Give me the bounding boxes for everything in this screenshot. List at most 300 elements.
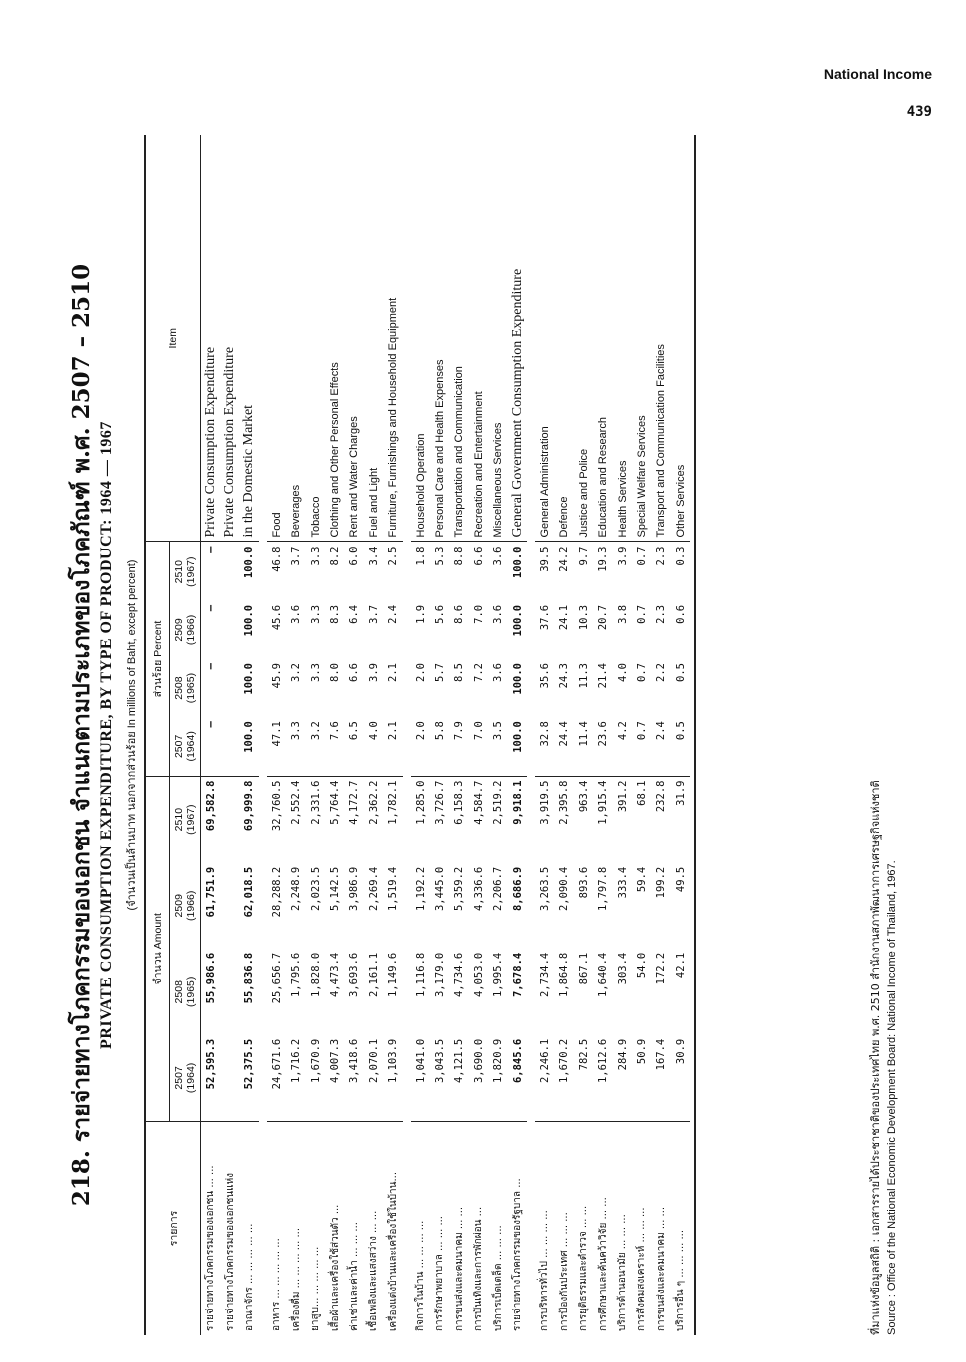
percent-cell: 8.8	[450, 542, 469, 601]
row-label-thai: เชื้อเพลิงและแสงสว่าง ... ...	[364, 1122, 383, 1336]
percent-cell: 21.4	[597, 663, 610, 689]
row-label-thai: การบริหารทั่วไป ... ... ... ...	[535, 1122, 554, 1336]
table-row	[450, 135, 469, 1335]
percent-cell: 100.0	[508, 542, 527, 601]
amount-cell	[220, 863, 239, 949]
percent-cell: 4.0	[367, 721, 380, 741]
amount-cell: 2,269.4	[367, 866, 380, 912]
col-group-amount: จำนวน Amount	[145, 776, 170, 1121]
row-label-thai: บริการด้านอนามัย ... ... ...	[613, 1122, 632, 1336]
percent-cell: 2.4	[387, 604, 400, 624]
amount-cell: 1,795.6	[290, 952, 303, 998]
amount-cell: 52,375.5	[243, 1038, 256, 1090]
amount-cell: 1,864.8	[558, 952, 571, 998]
percent-cell: 4.2	[616, 721, 629, 741]
percent-cell: 1.9	[414, 604, 427, 624]
percent-cell: 20.7	[597, 604, 610, 631]
amount-cell: 303.4	[616, 952, 629, 985]
percent-cell: 24.1	[558, 604, 571, 631]
percent-year-header	[170, 542, 201, 601]
amount-cell: 3,726.7	[430, 776, 449, 863]
table-row	[384, 135, 403, 1335]
row-spacer	[403, 135, 411, 1335]
percent-cell: 37.6	[538, 604, 551, 631]
amount-cell: 5,359.2	[453, 866, 466, 912]
amount-cell: 1,995.4	[492, 952, 505, 998]
amount-cell: 4,336.6	[472, 866, 485, 912]
percent-cell: 100.0	[511, 663, 524, 695]
row-label-english: General Administration	[538, 426, 551, 538]
percent-cell: 2.0	[414, 721, 427, 741]
table-row	[574, 135, 593, 1335]
amount-cell: 5,142.5	[329, 866, 342, 912]
percent-cell: 100.0	[243, 721, 256, 753]
amount-cell: 49.5	[674, 866, 687, 893]
table-row	[508, 135, 527, 1335]
amount-cell: 2,206.7	[492, 866, 505, 912]
row-label-thai: การศึกษาและค้นคว้าวิจัย ... ...	[593, 1122, 612, 1336]
amount-year-header	[170, 1035, 201, 1122]
data-table	[144, 135, 696, 1335]
row-label-english: Private Consumption Expenditure	[222, 346, 238, 538]
percent-cell: 2.1	[387, 721, 400, 741]
amount-cell: 167.4	[655, 1038, 668, 1071]
year-be: 2510	[173, 560, 185, 584]
amount-cell: 6,158.3	[450, 776, 469, 863]
percent-cell: 100.0	[511, 604, 524, 637]
amount-cell: 4,053.0	[472, 952, 485, 998]
percent-cell: 8.0	[329, 663, 342, 682]
percent-cell: 9.7	[574, 542, 593, 601]
page-header	[824, 66, 932, 120]
row-label-english: Personal Care and Health Expenses	[433, 359, 446, 538]
amount-cell: 55,986.6	[204, 952, 217, 1004]
year-be: 2508	[173, 676, 185, 700]
percent-cell: 3.9	[367, 663, 380, 682]
row-label-thai: กิจการในบ้าน ... ... ... ...	[411, 1122, 430, 1336]
percent-cell	[220, 542, 239, 601]
row-label-thai: การป้องกันประเทศ ... ... ...	[555, 1122, 574, 1336]
percent-cell: 3.5	[492, 721, 505, 741]
year-be: 2510	[173, 807, 185, 832]
percent-cell: 4.0	[616, 663, 629, 682]
amount-cell: 4,473.4	[329, 952, 342, 998]
amount-cell: 893.6	[577, 866, 590, 899]
percent-cell: 7.2	[472, 663, 485, 682]
amount-cell: 333.4	[616, 866, 629, 899]
unit-note: (จำนวนเป็นล้านบาท นอกจากส่วนร้อย In millions of Baht, except percent)	[126, 559, 138, 911]
percent-cell: 23.6	[597, 721, 610, 747]
percent-cell: 39.5	[535, 542, 554, 601]
row-label-english: Transport and Communication Facilities	[655, 344, 668, 538]
row-label-english: Transportation and Communication	[453, 366, 466, 538]
percent-cell: 19.3	[593, 542, 612, 601]
title-thai: 218. รายจ่ายทางโภคกรรมของเอกชน จำแนกตามประเภทของโภคภัณฑ์ พ.ศ. 2507 – 2510	[68, 263, 95, 1207]
amount-cell: 1,820.9	[492, 1038, 505, 1084]
percent-cell: 46.8	[267, 542, 286, 601]
amount-cell: 199.2	[655, 866, 668, 899]
amount-cell: 2,023.5	[309, 866, 322, 912]
amount-cell: 32,760.5	[267, 776, 286, 863]
percent-cell: 3.2	[290, 663, 303, 682]
percent-cell: 100.0	[243, 604, 256, 637]
year-ad: (1965)	[185, 976, 197, 1007]
amount-cell: 1,915.4	[593, 776, 612, 863]
amount-cell: 782.5	[577, 1038, 590, 1071]
percent-cell: 3.6	[290, 604, 303, 624]
table-row	[201, 135, 221, 1335]
percent-cell: 0.7	[635, 663, 648, 682]
year-ad: (1966)	[185, 614, 197, 646]
year-ad: (1966)	[185, 890, 197, 921]
col-header-item: Item	[145, 135, 201, 542]
percent-cell: 45.9	[270, 663, 283, 689]
percent-cell: —	[204, 721, 217, 728]
table-row	[535, 135, 554, 1335]
amount-cell: 2,248.9	[290, 866, 303, 912]
percent-cell: 8.6	[453, 604, 466, 624]
percent-cell: 6.6	[348, 663, 361, 682]
amount-cell: 28,288.2	[270, 866, 283, 918]
percent-cell: 3.7	[287, 542, 306, 601]
amount-cell: 1,285.0	[411, 776, 430, 863]
amount-cell: 172.2	[655, 952, 668, 985]
table-row	[364, 135, 383, 1335]
year-be: 2507	[173, 734, 185, 759]
row-label-thai: เสื้อผ้าและเครื่องใช้ส่วนตัว ...	[325, 1122, 344, 1336]
amount-cell: 1,612.6	[597, 1038, 610, 1084]
amount-cell: 30.9	[674, 1038, 687, 1065]
percent-cell: 8.2	[325, 542, 344, 601]
percent-cell: 6.6	[469, 542, 488, 601]
percent-cell: 3.3	[309, 663, 322, 682]
amount-cell: 1,670.2	[558, 1038, 571, 1084]
percent-cell: 6.0	[345, 542, 364, 601]
year-be: 2507	[173, 1066, 185, 1090]
amount-cell: 3,693.6	[348, 952, 361, 998]
amount-cell: 55,836.8	[243, 952, 256, 1004]
row-label-english: Fuel and Light	[367, 467, 380, 538]
row-label-thai: การรักษาพยาบาล ... ... ...	[430, 1122, 449, 1336]
year-be: 2508	[173, 980, 185, 1004]
amount-year-header	[170, 863, 201, 949]
table-row	[613, 135, 632, 1335]
amount-cell: 2,734.4	[538, 952, 551, 998]
year-ad: (1964)	[185, 731, 197, 762]
row-label-thai: การขนส่งและคมนาคม ... ...	[450, 1122, 469, 1336]
row-label-english: Health Services	[616, 460, 629, 538]
amount-cell: 1,192.2	[414, 866, 427, 912]
percent-cell: 2.3	[655, 604, 668, 624]
table-row	[306, 135, 325, 1335]
row-label-english: in the Domestic Market	[241, 404, 257, 538]
percent-cell: 3.4	[364, 542, 383, 601]
percent-cell	[220, 717, 239, 776]
row-label-thai: การขนส่งและคมนาคม ... ...	[652, 1122, 671, 1336]
amount-cell: 3,043.5	[433, 1038, 446, 1084]
row-label-thai: ค่าเช่าและค่าน้ำ ... ... ...	[345, 1122, 364, 1336]
row-label-english: Defence	[558, 496, 571, 538]
row-label-english: Beverages	[290, 484, 303, 538]
row-label-english: Special Welfare Services	[635, 415, 648, 538]
row-label-thai: อาหาร ... ... ... ... ...	[267, 1122, 286, 1336]
table-row	[220, 135, 239, 1335]
amount-cell: 2,246.1	[538, 1038, 551, 1084]
amount-cell: 3,690.0	[472, 1038, 485, 1084]
amount-cell: 1,103.9	[387, 1038, 400, 1084]
table-row	[593, 135, 612, 1335]
row-label-thai: รายจ่ายทางโภคกรรมของรัฐบาล ...	[508, 1122, 527, 1336]
amount-cell: 391.2	[613, 776, 632, 863]
amount-cell: 1,640.4	[597, 952, 610, 998]
percent-cell: 2.5	[384, 542, 403, 601]
table-row	[652, 135, 671, 1335]
amount-cell: 68.1	[632, 776, 651, 863]
amount-cell	[220, 1035, 239, 1122]
amount-cell: 4,172.7	[345, 776, 364, 863]
percent-cell: 2.3	[652, 542, 671, 601]
title-english: PRIVATE CONSUMPTION EXPENDITURE, BY TYPE OF PRODUCT: 1964 — 1967	[98, 421, 115, 1049]
row-label-thai: เครื่องแต่งบ้านและเครื่องใช้ในบ้าน...	[384, 1122, 403, 1336]
table-row	[345, 135, 364, 1335]
row-label-english: Private Consumption Expenditure	[202, 346, 218, 538]
row-label-english: Tobacco	[309, 496, 322, 538]
percent-cell: 10.3	[577, 604, 590, 631]
row-label-thai: ยาสูบ... ... ... ... ...	[306, 1122, 325, 1336]
amount-cell: 7,678.4	[511, 952, 524, 998]
year-ad: (1967)	[185, 804, 197, 835]
row-label-thai: การบันเทิงและการพักผ่อน ...	[469, 1122, 488, 1336]
col-group-percent: ส่วนร้อย Percent	[145, 542, 170, 776]
row-label-thai: รายจ่ายทางโภคกรรมของเอกชน ... ...	[201, 1122, 221, 1336]
row-label-english: Miscellaneous Services	[492, 422, 505, 538]
table-row	[267, 135, 286, 1335]
table-row	[671, 135, 690, 1335]
year-ad: (1967)	[185, 556, 197, 587]
amount-cell: 2,090.4	[558, 866, 571, 912]
percent-cell: 5.3	[430, 542, 449, 601]
amount-cell: 1,149.6	[387, 952, 400, 998]
amount-cell: 4,734.6	[453, 952, 466, 998]
amount-cell: 31.9	[671, 776, 690, 863]
percent-cell: 47.1	[270, 721, 283, 747]
percent-cell: 24.2	[555, 542, 574, 601]
year-ad: (1965)	[185, 672, 197, 704]
row-label-thai: เครื่องดื่ม ... ... ... ... ...	[287, 1122, 306, 1336]
amount-cell: 2,519.2	[488, 776, 507, 863]
amount-cell: 5,764.4	[325, 776, 344, 863]
row-label-thai: การสังคมสงเคราะห์ ... ... ...	[632, 1122, 651, 1336]
percent-cell: 2.4	[655, 721, 668, 741]
page-number: 439	[906, 104, 932, 120]
amount-cell: 963.4	[574, 776, 593, 863]
row-label-english: General Government Consumption Expenditure	[509, 268, 525, 538]
amount-cell: 54.0	[635, 952, 648, 979]
percent-cell: 7.9	[453, 721, 466, 741]
row-label-english: Other Services	[674, 464, 687, 538]
row-label-english: Household Operation	[414, 433, 427, 538]
amount-cell: 1,782.1	[384, 776, 403, 863]
percent-cell: 11.4	[577, 721, 590, 747]
percent-cell: 5.6	[433, 604, 446, 624]
row-label-english: Clothing and Other Personal Effects	[329, 362, 342, 538]
row-label-thai: บริการเบ็ดเตล็ด ... ... ...	[488, 1122, 507, 1336]
row-label-thai: การยุติธรรมและตำรวจ ... ...	[574, 1122, 593, 1336]
table-row	[430, 135, 449, 1335]
percent-cell: 3.6	[492, 604, 505, 624]
percent-cell: 3.2	[309, 721, 322, 741]
amount-cell: 69,582.8	[201, 776, 221, 863]
amount-cell: 2,161.1	[367, 952, 380, 998]
percent-cell: 7.0	[472, 721, 485, 741]
amount-cell: 1,828.0	[309, 952, 322, 998]
percent-cell: 5.8	[433, 721, 446, 741]
row-spacer	[527, 135, 535, 1335]
year-be: 2509	[173, 618, 185, 642]
amount-cell: 1,716.2	[290, 1038, 303, 1084]
amount-cell: 1,041.0	[414, 1038, 427, 1084]
amount-cell: 1,797.8	[597, 866, 610, 912]
amount-cell: 4,584.7	[469, 776, 488, 863]
percent-cell: 0.7	[635, 604, 648, 624]
amount-cell: 50.9	[635, 1038, 648, 1065]
percent-cell: 3.8	[616, 604, 629, 624]
percent-cell: 8.3	[329, 604, 342, 624]
percent-cell	[220, 659, 239, 717]
row-label-english: Education and Research	[597, 417, 610, 538]
percent-year-header	[170, 601, 201, 659]
amount-cell: 4,121.5	[453, 1038, 466, 1084]
row-label-english: Recreation and Entertainment	[472, 391, 485, 538]
table-row	[240, 135, 259, 1335]
amount-cell: 3,986.9	[348, 866, 361, 912]
table-bottom-rule	[690, 135, 695, 1335]
amount-cell: 867.1	[577, 952, 590, 985]
amount-cell: 59.4	[635, 866, 648, 893]
amount-cell: 2,395.8	[555, 776, 574, 863]
year-ad: (1964)	[185, 1062, 197, 1094]
amount-cell: 61,751.9	[204, 866, 217, 918]
percent-cell: 7.0	[472, 604, 485, 624]
amount-year-header	[170, 949, 201, 1035]
percent-cell: 35.6	[538, 663, 551, 689]
table-row	[632, 135, 651, 1335]
percent-cell: 3.7	[367, 604, 380, 624]
percent-cell: 3.9	[613, 542, 632, 601]
amount-cell: 6,845.6	[511, 1038, 524, 1084]
amount-cell: 42.1	[674, 952, 687, 979]
row-label-thai: รายจ่ายทางโภคกรรมของเอกชนแห่ง	[220, 1122, 239, 1336]
percent-cell: 7.6	[329, 721, 342, 741]
amount-cell: 2,070.1	[367, 1038, 380, 1084]
amount-cell: 9,918.1	[508, 776, 527, 863]
source-english: Source : Office of the National Economic Development Board: National Income of Thailand, 1967.	[886, 860, 898, 1335]
row-label-thai: บริการอื่น ๆ ... ... ... ...	[671, 1122, 690, 1336]
percent-cell: 0.7	[632, 542, 651, 601]
amount-cell: 2,552.4	[287, 776, 306, 863]
percent-cell: 0.5	[674, 721, 687, 741]
percent-cell: 0.5	[674, 663, 687, 682]
amount-cell: 8,686.9	[511, 866, 524, 912]
amount-cell: 232.8	[652, 776, 671, 863]
percent-cell: 45.6	[270, 604, 283, 631]
percent-cell: 6.4	[348, 604, 361, 624]
amount-cell: 69,999.8	[240, 776, 259, 863]
section-title: National Income	[823, 66, 932, 82]
percent-cell: 5.7	[433, 663, 446, 682]
row-label-english: Justice and Police	[577, 448, 590, 538]
col-header-thai: รายการ	[145, 1122, 201, 1336]
amount-cell: 52,595.3	[204, 1038, 217, 1090]
row-label-english: Furniture, Furnishings and Household Equipment	[387, 297, 400, 538]
rotated-table-page	[48, 135, 928, 1335]
amount-cell: 3,919.5	[535, 776, 554, 863]
amount-cell: 3,445.0	[433, 866, 446, 912]
amount-cell: 1,116.8	[414, 952, 427, 998]
percent-year-header	[170, 717, 201, 776]
table-row	[469, 135, 488, 1335]
amount-cell: 3,418.6	[348, 1038, 361, 1084]
amount-cell: 284.9	[616, 1038, 629, 1071]
percent-cell: —	[201, 542, 221, 601]
percent-cell: 0.3	[671, 542, 690, 601]
amount-cell: 24,671.6	[270, 1038, 283, 1090]
percent-cell: —	[204, 604, 217, 612]
row-label-thai: อาณาจักร ... ... ... ... ...	[240, 1122, 259, 1336]
percent-cell: 32.8	[538, 721, 551, 747]
amount-cell: 4,007.3	[329, 1038, 342, 1084]
percent-cell: 1.8	[411, 542, 430, 601]
amount-cell: 1,519.4	[387, 866, 400, 912]
row-spacer	[259, 135, 267, 1335]
amount-year-header	[170, 776, 201, 863]
amount-cell: 2,362.2	[364, 776, 383, 863]
amount-cell: 2,331.6	[306, 776, 325, 863]
table-row	[555, 135, 574, 1335]
amount-cell	[220, 949, 239, 1035]
year-be: 2509	[173, 894, 185, 918]
source-thai: ที่มาแห่งข้อมูลสถิติ : เอกสารรายได้ประชาชาติของประเทศไทย พ.ศ. 2510 สำนักงานสภาพัฒนาการเศรษฐกิจแห่งชาติ	[869, 780, 882, 1335]
percent-cell: 8.5	[453, 663, 466, 682]
percent-cell: —	[204, 663, 217, 670]
amount-cell: 25,656.7	[270, 952, 283, 1004]
percent-cell: 100.0	[243, 663, 256, 695]
row-label-english: Rent and Water Charges	[348, 416, 361, 538]
amount-cell: 3,263.5	[538, 866, 551, 912]
percent-cell: 3.3	[306, 542, 325, 601]
amount-cell: 1,670.9	[309, 1038, 322, 1084]
percent-cell: 11.3	[577, 663, 590, 689]
percent-cell	[220, 601, 239, 659]
table-row	[325, 135, 344, 1335]
percent-cell: 24.4	[558, 721, 571, 747]
percent-cell: 2.0	[414, 663, 427, 682]
table-row	[488, 135, 507, 1335]
percent-cell: 3.3	[309, 604, 322, 624]
percent-year-header	[170, 659, 201, 717]
percent-cell: 3.6	[488, 542, 507, 601]
amount-cell: 62,018.5	[243, 866, 256, 918]
percent-cell: 2.1	[387, 663, 400, 682]
percent-cell: 0.6	[674, 604, 687, 624]
percent-cell: 24.3	[558, 663, 571, 689]
percent-cell: 0.7	[635, 721, 648, 741]
percent-cell: 100.0	[240, 542, 259, 601]
table-row	[411, 135, 430, 1335]
row-label-english: Food	[270, 512, 283, 538]
table-row	[287, 135, 306, 1335]
amount-cell: 3,179.0	[433, 952, 446, 998]
